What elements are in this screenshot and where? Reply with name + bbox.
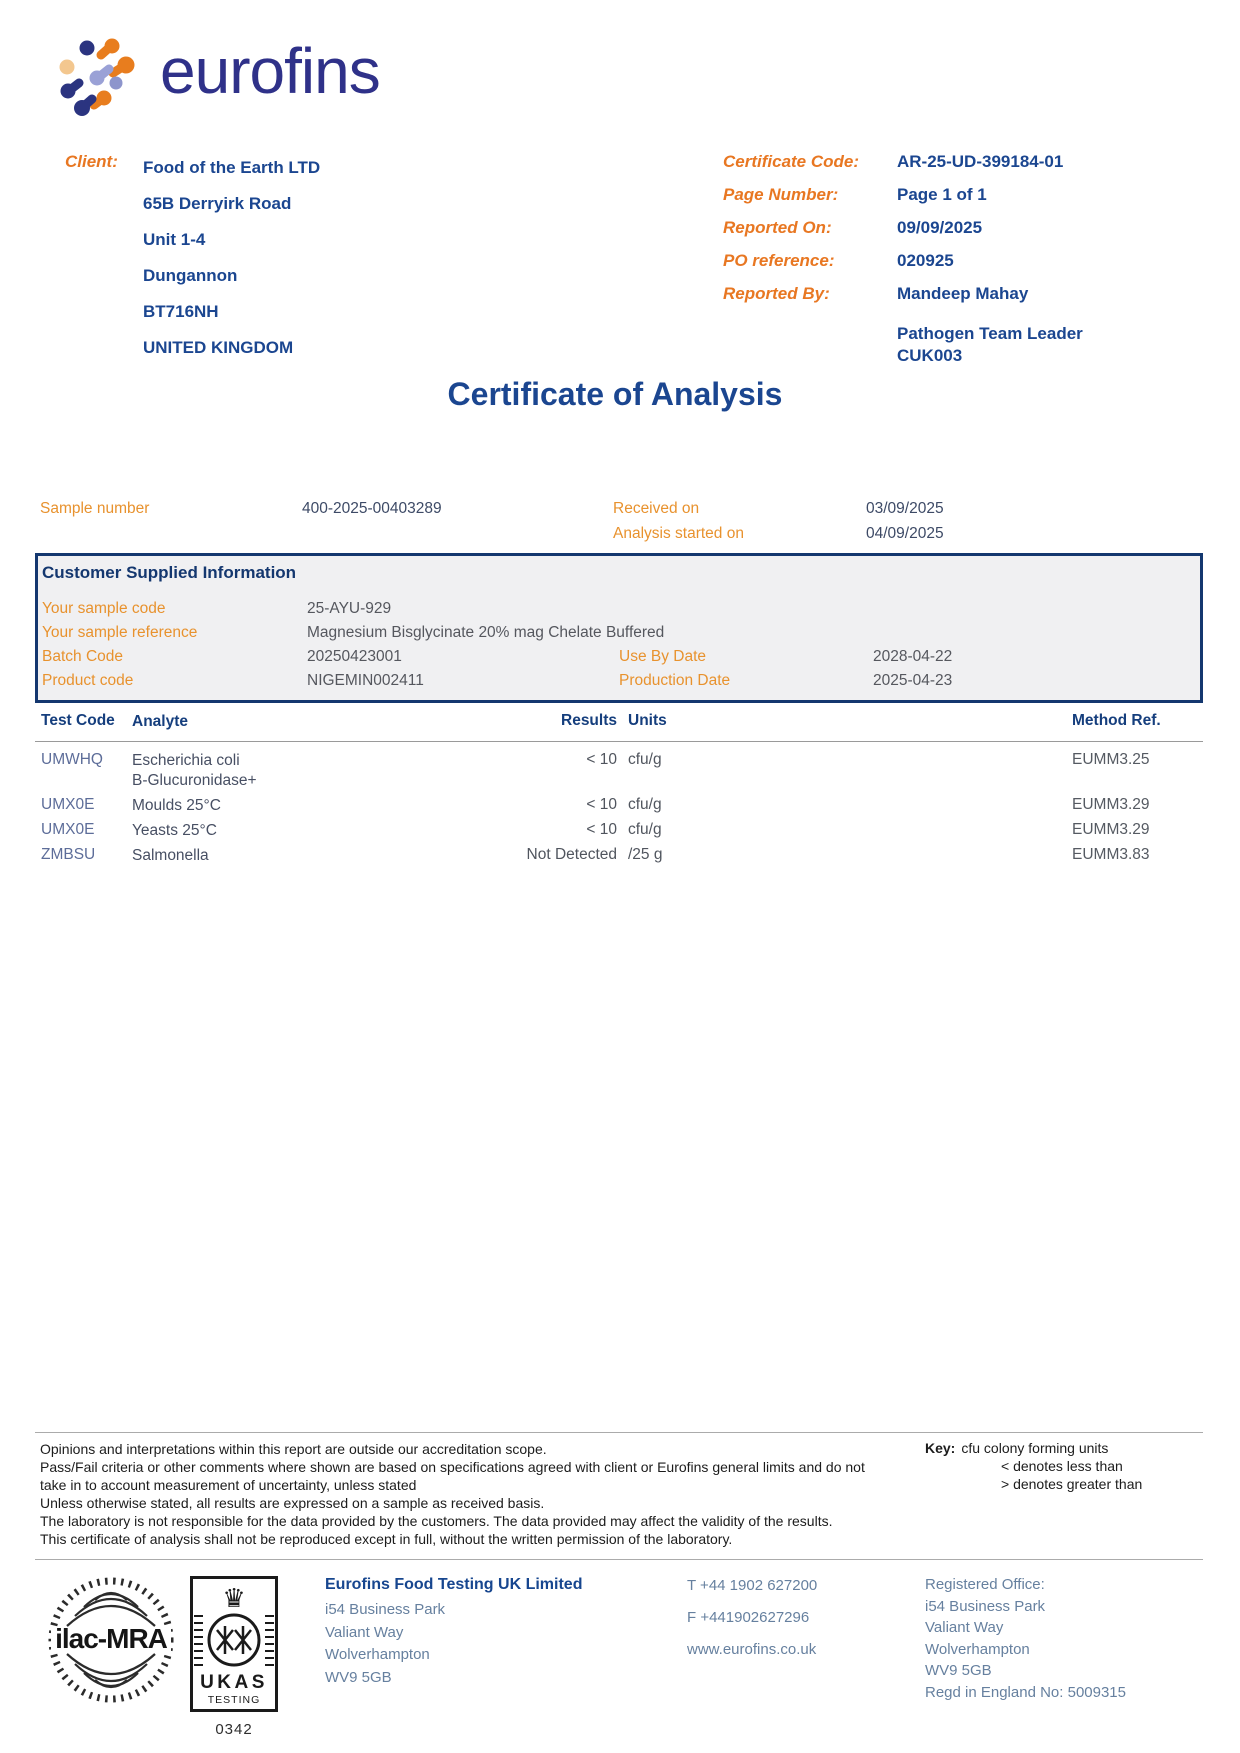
- key-cfu-definition: cfu colony forming units: [961, 1440, 1109, 1456]
- ukas-sub-label: TESTING: [207, 1694, 261, 1706]
- footer-company-address-line: WV9 5GB: [325, 1668, 392, 1686]
- key-greater-than: > denotes greater than: [1001, 1476, 1143, 1492]
- analysis-started-label: Analysis started on: [613, 525, 744, 542]
- registered-office-line: WV9 5GB: [925, 1662, 992, 1679]
- disclaimer: [40, 1440, 865, 1548]
- reported-by-code: CUK003: [897, 346, 963, 365]
- reported-on-row: [723, 218, 1083, 251]
- disclaimer-line: Unless otherwise stated, all results are expressed on a sample as received basis.: [40, 1495, 545, 1511]
- header-method-ref: Method Ref.: [1072, 712, 1161, 729]
- received-on-label: Received on: [613, 500, 700, 517]
- registered-office-line: i54 Business Park: [925, 1597, 1046, 1615]
- divider: [35, 1559, 1203, 1560]
- ukas-accreditation-number: 0342: [215, 1721, 253, 1738]
- sample-number-label: Sample number: [40, 500, 150, 517]
- registered-office-line: Registered Office:: [925, 1576, 1045, 1593]
- product-code-label: Product code: [42, 672, 134, 689]
- customer-supplied-information: [35, 553, 1203, 703]
- reported-on-label: Reported On:: [723, 218, 832, 237]
- eurofins-logo-mark-icon: [58, 34, 144, 118]
- footer-contact: [687, 1577, 817, 1673]
- registered-office-line: Wolverhampton: [925, 1640, 1030, 1658]
- client-address: [143, 150, 320, 366]
- row-units: /25 g: [628, 846, 663, 863]
- row-test-code: UMX0E: [41, 821, 95, 838]
- certificate-code-label: Certificate Code:: [723, 152, 860, 171]
- your-sample-reference-label: Your sample reference: [42, 624, 198, 641]
- key-label: Key:: [925, 1440, 956, 1456]
- reported-by-value: Mandeep Mahay: [897, 284, 1029, 303]
- ukas-logo: [190, 1576, 278, 1738]
- ukas-label: UKAS: [200, 1672, 268, 1693]
- footer-company-address-line: i54 Business Park: [325, 1601, 446, 1618]
- disclaimer-line: This certificate of analysis shall not be reproduced except in full, without the written permission of the laboratory.: [40, 1531, 733, 1547]
- your-sample-code-label: Your sample code: [42, 600, 166, 617]
- analysis-started-value: 04/09/2025: [866, 525, 944, 542]
- divider: [35, 1432, 1203, 1433]
- client-address-line: Unit 1-4: [143, 230, 206, 249]
- client-address-line: BT716NH: [143, 302, 219, 321]
- product-code-value: NIGEMIN002411: [307, 672, 424, 689]
- disclaimer-line: The laboratory is not responsible for the data provided by the customers. The data provided may affect the validity of the results.: [40, 1513, 833, 1529]
- row-units: cfu/g: [628, 751, 662, 768]
- row-test-code: UMX0E: [41, 796, 95, 813]
- your-sample-code-value: 25-AYU-929: [307, 600, 392, 617]
- your-sample-reference-value: Magnesium Bisglycinate 20% mag Chelate Buffered: [307, 624, 665, 641]
- footer-website: www.eurofins.co.uk: [687, 1641, 817, 1658]
- eurofins-logo: [58, 34, 380, 118]
- results-table: [35, 712, 1203, 866]
- key-legend: [925, 1439, 1142, 1493]
- client-address-line: 65B Derryirk Road: [143, 194, 292, 213]
- reported-on-value: 09/09/2025: [897, 218, 983, 237]
- row-result: < 10: [586, 796, 617, 813]
- results-table-header: [35, 712, 1203, 742]
- key-less-than: < denotes less than: [1001, 1458, 1123, 1474]
- reported-by-label: Reported By:: [723, 284, 830, 303]
- sample-summary: [40, 496, 1203, 546]
- client-address-line: Food of the Earth LTD: [143, 158, 321, 177]
- ilac-mra-logo: [45, 1574, 177, 1706]
- row-method-ref: EUMM3.25: [1072, 751, 1150, 768]
- row-units: cfu/g: [628, 821, 662, 838]
- page-number-label: Page Number:: [723, 185, 839, 204]
- registered-office-line: Regd in England No: 5009315: [925, 1683, 1126, 1701]
- row-method-ref: EUMM3.29: [1072, 796, 1150, 813]
- certificate-meta: [723, 152, 1083, 367]
- row-method-ref: EUMM3.29: [1072, 821, 1150, 838]
- table-row: [35, 816, 1203, 841]
- batch-code-value: 20250423001: [307, 648, 402, 665]
- certificate-code-row: [723, 152, 1083, 185]
- header-units: Units: [628, 712, 667, 729]
- batch-code-label: Batch Code: [42, 648, 123, 665]
- row-result: Not Detected: [526, 846, 617, 863]
- header-results: Results: [561, 712, 617, 729]
- page-number-value: Page 1 of 1: [897, 185, 987, 204]
- po-reference-label: PO reference:: [723, 251, 835, 270]
- row-result: < 10: [586, 751, 617, 768]
- received-on-value: 03/09/2025: [866, 500, 944, 517]
- row-test-code: ZMBSU: [41, 846, 96, 863]
- row-analyte: Moulds 25°C: [132, 797, 221, 814]
- client-address-line: Dungannon: [143, 266, 238, 285]
- use-by-date-value: 2028-04-22: [873, 648, 953, 665]
- table-row: [35, 742, 1203, 791]
- footer-company-address-line: Valiant Way: [325, 1623, 404, 1641]
- certificate-code-value: AR-25-UD-399184-01: [897, 152, 1064, 171]
- row-analyte: [122, 751, 480, 791]
- crown-icon: ♛: [222, 1584, 246, 1614]
- row-method-ref: EUMM3.83: [1072, 846, 1150, 863]
- footer-company: [325, 1575, 582, 1689]
- analyte-line: B-Glucuronidase+: [132, 772, 257, 789]
- po-reference-value: 020925: [897, 251, 954, 270]
- client-address-line: UNITED KINGDOM: [143, 338, 294, 357]
- table-row: [35, 841, 1203, 866]
- use-by-date-label: Use By Date: [619, 648, 707, 665]
- reported-by-role: Pathogen Team Leader: [897, 324, 1083, 343]
- disclaimer-line: take in to account measurement of uncertainty, unless stated: [40, 1477, 417, 1493]
- page-number-row: [723, 185, 1083, 218]
- header-test-code: Test Code: [41, 712, 115, 729]
- row-analyte: Yeasts 25°C: [132, 822, 217, 839]
- reported-by-row: [723, 284, 1083, 317]
- row-test-code: UMWHQ: [41, 751, 103, 768]
- registered-office-line: Valiant Way: [925, 1619, 1004, 1636]
- row-units: cfu/g: [628, 796, 662, 813]
- footer-phone: T +44 1902 627200: [687, 1577, 818, 1594]
- analyte-line: Escherichia coli: [132, 752, 240, 769]
- po-reference-row: [723, 251, 1083, 284]
- page-title: Certificate of Analysis: [447, 376, 783, 412]
- footer-company-name: Eurofins Food Testing UK Limited: [325, 1576, 583, 1593]
- client-label: Client:: [65, 152, 118, 171]
- row-analyte: Salmonella: [132, 847, 209, 864]
- table-row: [35, 791, 1203, 816]
- key-definition-row: [925, 1439, 1142, 1457]
- ilac-mra-label: ilac-MRA: [55, 1623, 167, 1654]
- disclaimer-line: Pass/Fail criteria or other comments where shown are based on specifications agreed with client or Eurofins general limits and do not: [40, 1459, 865, 1475]
- footer-company-address-line: Wolverhampton: [325, 1646, 430, 1663]
- production-date-label: Production Date: [619, 672, 731, 689]
- production-date-value: 2025-04-23: [873, 672, 953, 689]
- header-analyte: Analyte: [132, 713, 188, 730]
- eurofins-logo-text: eurofins: [160, 35, 380, 107]
- ukas-mark-icon: [190, 1576, 278, 1712]
- footer-registered-office: [925, 1574, 1126, 1703]
- customer-info-grid: [42, 597, 1200, 693]
- customer-info-heading: Customer Supplied Information: [42, 563, 297, 582]
- row-result: < 10: [586, 821, 617, 838]
- footer-fax: F +441902627296: [687, 1609, 810, 1626]
- sample-number-value: 400-2025-00403289: [302, 500, 442, 517]
- disclaimer-line: Opinions and interpretations within this report are outside our accreditation scope.: [40, 1441, 547, 1457]
